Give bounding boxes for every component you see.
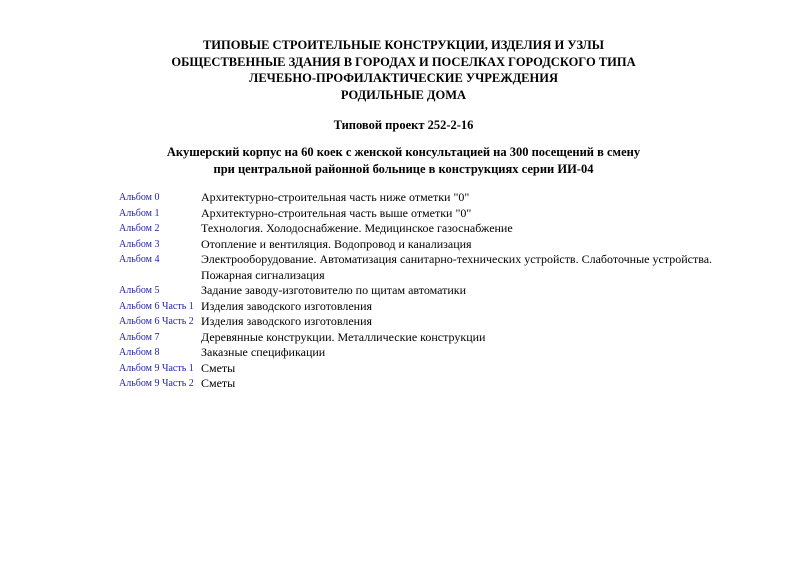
album-link-6-part-2[interactable]: Альбом 6 Часть 2 (119, 316, 194, 327)
album-description-line: Пожарная сигнализация (201, 267, 325, 282)
album-row-3 (119, 237, 719, 253)
album-description (201, 237, 719, 253)
album-description (201, 361, 719, 377)
subtitle-line-1: Акушерский корпус на 60 коек с женской консультацией на 300 посещений в смену (166, 145, 641, 159)
album-description-line: Заказные спецификации (201, 345, 326, 359)
album-description-line: Отопление и вентиляция. Водопровод и канализация (201, 236, 472, 251)
album-link-0[interactable]: Альбом 0 (119, 192, 160, 203)
album-description (201, 314, 719, 330)
album-link-1[interactable]: Альбом 1 (119, 207, 160, 219)
album-description-line: Задание заводу-изготовителю по щитам автоматики (201, 283, 467, 297)
album-description-line: Изделия заводского изготовления (201, 314, 373, 328)
album-link-2[interactable]: Альбом 2 (119, 223, 160, 234)
album-description (201, 283, 719, 299)
album-link-9-part-2[interactable]: Альбом 9 Часть 2 (119, 378, 194, 389)
album-row-7 (119, 314, 719, 330)
album-row-8 (119, 330, 719, 346)
album-description (201, 376, 719, 392)
project-subtitle (0, 144, 807, 177)
album-row-10 (119, 361, 719, 377)
album-link-7[interactable]: Альбом 7 (119, 331, 160, 343)
album-description-line: Электрооборудование. Автоматизация санитарно-технических устройств. Слаботочные устройства. (201, 252, 713, 266)
heading-line-3: ЛЕЧЕБНО-ПРОФИЛАКТИЧЕСКИЕ УЧРЕЖДЕНИЯ (249, 71, 558, 85)
album-list (119, 190, 719, 392)
album-description-line: Деревянные конструкции. Металлические конструкции (201, 329, 486, 344)
album-description-line: Изделия заводского изготовления (201, 298, 373, 313)
album-row-0 (119, 190, 719, 206)
heading-line-1: ТИПОВЫЕ СТРОИТЕЛЬНЫЕ КОНСТРУКЦИИ, ИЗДЕЛИЯ И УЗЛЫ (202, 38, 605, 52)
album-description-line: Архитектурно-строительная часть выше отметки "0" (201, 205, 472, 220)
album-link-9-part-1[interactable]: Альбом 9 Часть 1 (119, 362, 194, 374)
album-row-6 (119, 299, 719, 315)
album-description (201, 206, 719, 222)
document-heading (0, 37, 807, 103)
album-description (201, 330, 719, 346)
album-row-9 (119, 345, 719, 361)
album-description-line: Сметы (201, 360, 236, 375)
album-row-5 (119, 283, 719, 299)
album-link-6-part-1[interactable]: Альбом 6 Часть 1 (119, 300, 194, 312)
album-row-1 (119, 206, 719, 222)
album-description (201, 299, 719, 315)
album-description (201, 252, 719, 283)
album-description (201, 190, 719, 206)
album-description (201, 345, 719, 361)
album-link-4[interactable]: Альбом 4 (119, 254, 160, 265)
album-description-line: Сметы (201, 376, 236, 390)
album-link-5[interactable]: Альбом 5 (119, 285, 160, 296)
album-row-4 (119, 252, 719, 283)
heading-line-2: ОБЩЕСТВЕННЫЕ ЗДАНИЯ В ГОРОДАХ И ПОСЕЛКАХ ГОРОДСКОГО ТИПА (171, 54, 636, 69)
album-row-2 (119, 221, 719, 237)
heading-line-4: РОДИЛЬНЫЕ ДОМА (340, 87, 467, 102)
album-row-11 (119, 376, 719, 392)
album-link-8[interactable]: Альбом 8 (119, 347, 160, 358)
album-description-line: Архитектурно-строительная часть ниже отметки "0" (201, 190, 470, 204)
project-title: Типовой проект 252-2-16 (333, 118, 474, 132)
album-description (201, 221, 719, 237)
album-link-3[interactable]: Альбом 3 (119, 238, 160, 250)
subtitle-line-2: при центральной районной больнице в конструкциях серии ИИ-04 (213, 161, 594, 176)
album-description-line: Технология. Холодоснабжение. Медицинское газоснабжение (201, 221, 513, 235)
